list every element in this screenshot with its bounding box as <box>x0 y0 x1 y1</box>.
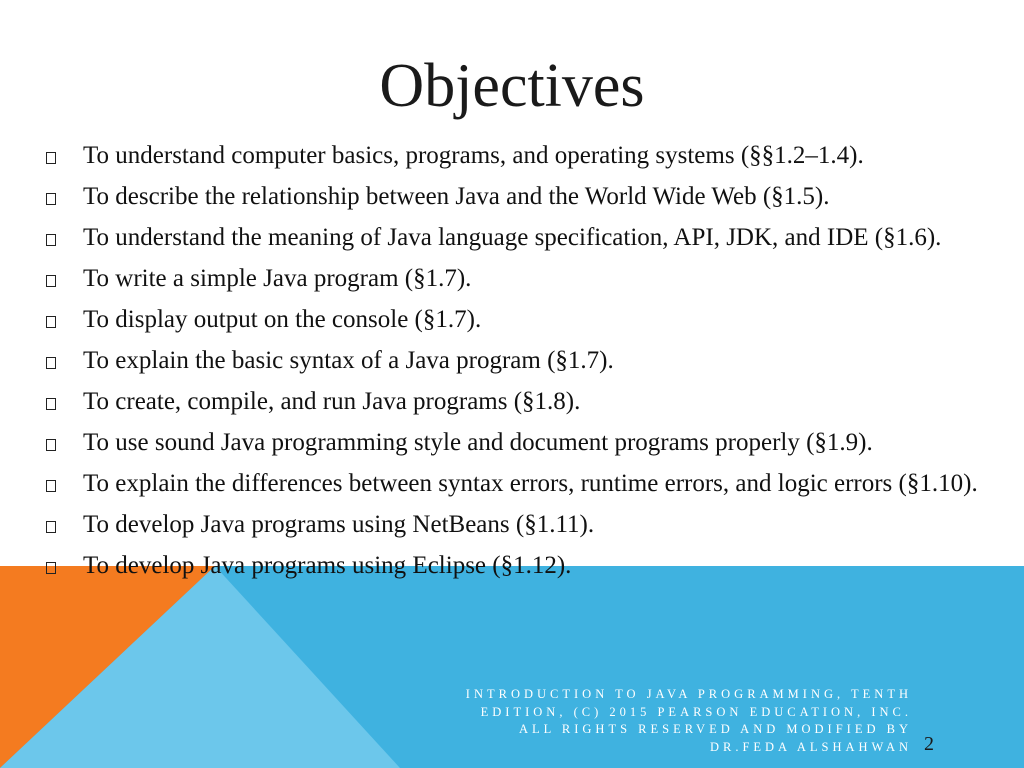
list-item <box>46 467 996 501</box>
page-number: 2 <box>924 733 934 755</box>
objective-text: To understand computer basics, programs, and operating systems (§§1.2–1.4). <box>83 142 864 169</box>
list-item <box>46 508 996 542</box>
list-item <box>46 221 996 255</box>
objective-text: To display output on the console (§1.7). <box>83 306 482 333</box>
objectives-list <box>46 139 996 590</box>
objective-text: To understand the meaning of Java language specification, API, JDK, and IDE (§1.6). <box>83 224 942 251</box>
list-item <box>46 426 996 460</box>
list-item <box>46 549 996 583</box>
square-bullet-icon <box>46 562 56 574</box>
square-bullet-icon <box>46 193 56 205</box>
square-bullet-icon <box>46 152 56 164</box>
square-bullet-icon <box>46 521 56 533</box>
objective-text: To explain the differences between syntax errors, runtime errors, and logic errors (§1.10). <box>83 470 978 497</box>
list-item <box>46 344 996 378</box>
list-item <box>46 385 996 419</box>
square-bullet-icon <box>46 234 56 246</box>
objective-text: To explain the basic syntax of a Java program (§1.7). <box>83 347 614 374</box>
square-bullet-icon <box>46 398 56 410</box>
footer-copyright: INTRODUCTION TO JAVA PROGRAMMING, TENTH EDITION, (C) 2015 PEARSON EDUCATION, INC. ALL RIGHTS RESERVED AND MODIFIED BY DR.FEDA ALSHAHWAN <box>465 687 912 754</box>
square-bullet-icon <box>46 275 56 287</box>
list-item <box>46 180 996 214</box>
slide-title: Objectives <box>379 52 645 120</box>
square-bullet-icon <box>46 316 56 328</box>
square-bullet-icon <box>46 357 56 369</box>
objective-text: To develop Java programs using NetBeans (§1.11). <box>83 511 595 538</box>
list-item <box>46 139 996 173</box>
square-bullet-icon <box>46 480 56 492</box>
list-item <box>46 303 996 337</box>
objective-text: To write a simple Java program (§1.7). <box>83 265 472 292</box>
objective-text: To use sound Java programming style and document programs properly (§1.9). <box>83 429 873 456</box>
objective-text: To create, compile, and run Java programs (§1.8). <box>83 388 581 415</box>
objective-text: To describe the relationship between Java and the World Wide Web (§1.5). <box>83 183 830 210</box>
square-bullet-icon <box>46 439 56 451</box>
list-item <box>46 262 996 296</box>
objective-text: To develop Java programs using Eclipse (§1.12). <box>83 552 572 579</box>
